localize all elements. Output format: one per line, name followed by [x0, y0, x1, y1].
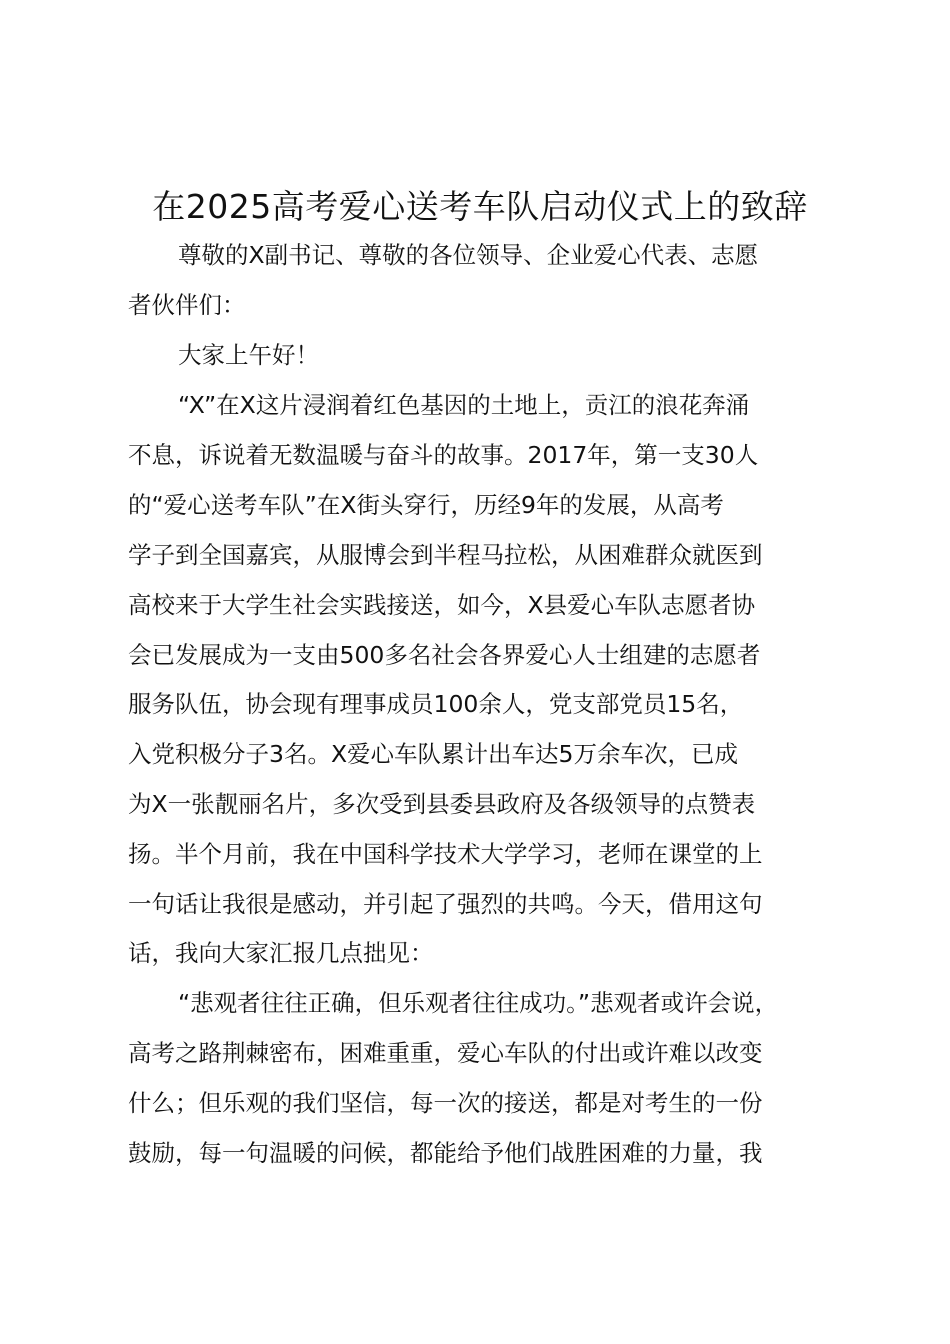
- paragraph-line: 高考之路荆棘密布，困难重重，爱心车队的付出或许难以改变: [128, 1039, 763, 1067]
- paragraph-line: 高校来于大学生社会实践接送，如今，X县爱心车队志愿者协: [128, 591, 756, 619]
- paragraph-line: “悲观者往往正确，但乐观者往往成功。”悲观者或许会说，: [178, 989, 779, 1017]
- paragraph-line: 会已发展成为一支由500多名社会各界爱心人士组建的志愿者: [128, 641, 761, 669]
- paragraph-line: 扬。半个月前，我在中国科学技术大学学习，老师在课堂的上: [128, 840, 763, 868]
- paragraph-line: 尊敬的X副书记、尊敬的各位领导、企业爱心代表、志愿: [178, 241, 759, 269]
- paragraph-line: 鼓励，每一句温暖的问候，都能给予他们战胜困难的力量，我: [128, 1139, 763, 1167]
- paragraph-line: 服务队伍，协会现有理事成员100余人，党支部党员15名，: [128, 690, 744, 718]
- paragraph-line: “X”在X这片浸润着红色基因的土地上，贡江的浪花奔涌: [178, 391, 750, 419]
- paragraph-line: 为X一张靓丽名片，多次受到县委县政府及各级领导的点赞表: [128, 790, 756, 818]
- paragraph-line: 的“爱心送考车队”在X街头穿行，历经9年的发展，从高考: [128, 491, 724, 519]
- paragraph-line: 者伙伴们：: [128, 291, 246, 319]
- paragraph-line: 学子到全国嘉宾，从服博会到半程马拉松，从困难群众就医到: [128, 541, 763, 569]
- paragraph-line: 话，我向大家汇报几点拙见：: [128, 939, 434, 967]
- paragraph-line: 大家上午好！: [178, 341, 319, 369]
- document-title: 在2025高考爱心送考车队启动仪式上的致辞: [152, 187, 808, 226]
- paragraph-line: 不息，诉说着无数温暖与奋斗的故事。2017年，第一支30人: [128, 441, 759, 469]
- paragraph-line: 入党积极分子3名。X爱心车队累计出车达5万余车次，已成: [128, 740, 739, 768]
- paragraph-line: 什么；但乐观的我们坚信，每一次的接送，都是对考生的一份: [128, 1089, 763, 1117]
- paragraph-line: 一句话让我很是感动，并引起了强烈的共鸣。今天，借用这句: [128, 890, 763, 918]
